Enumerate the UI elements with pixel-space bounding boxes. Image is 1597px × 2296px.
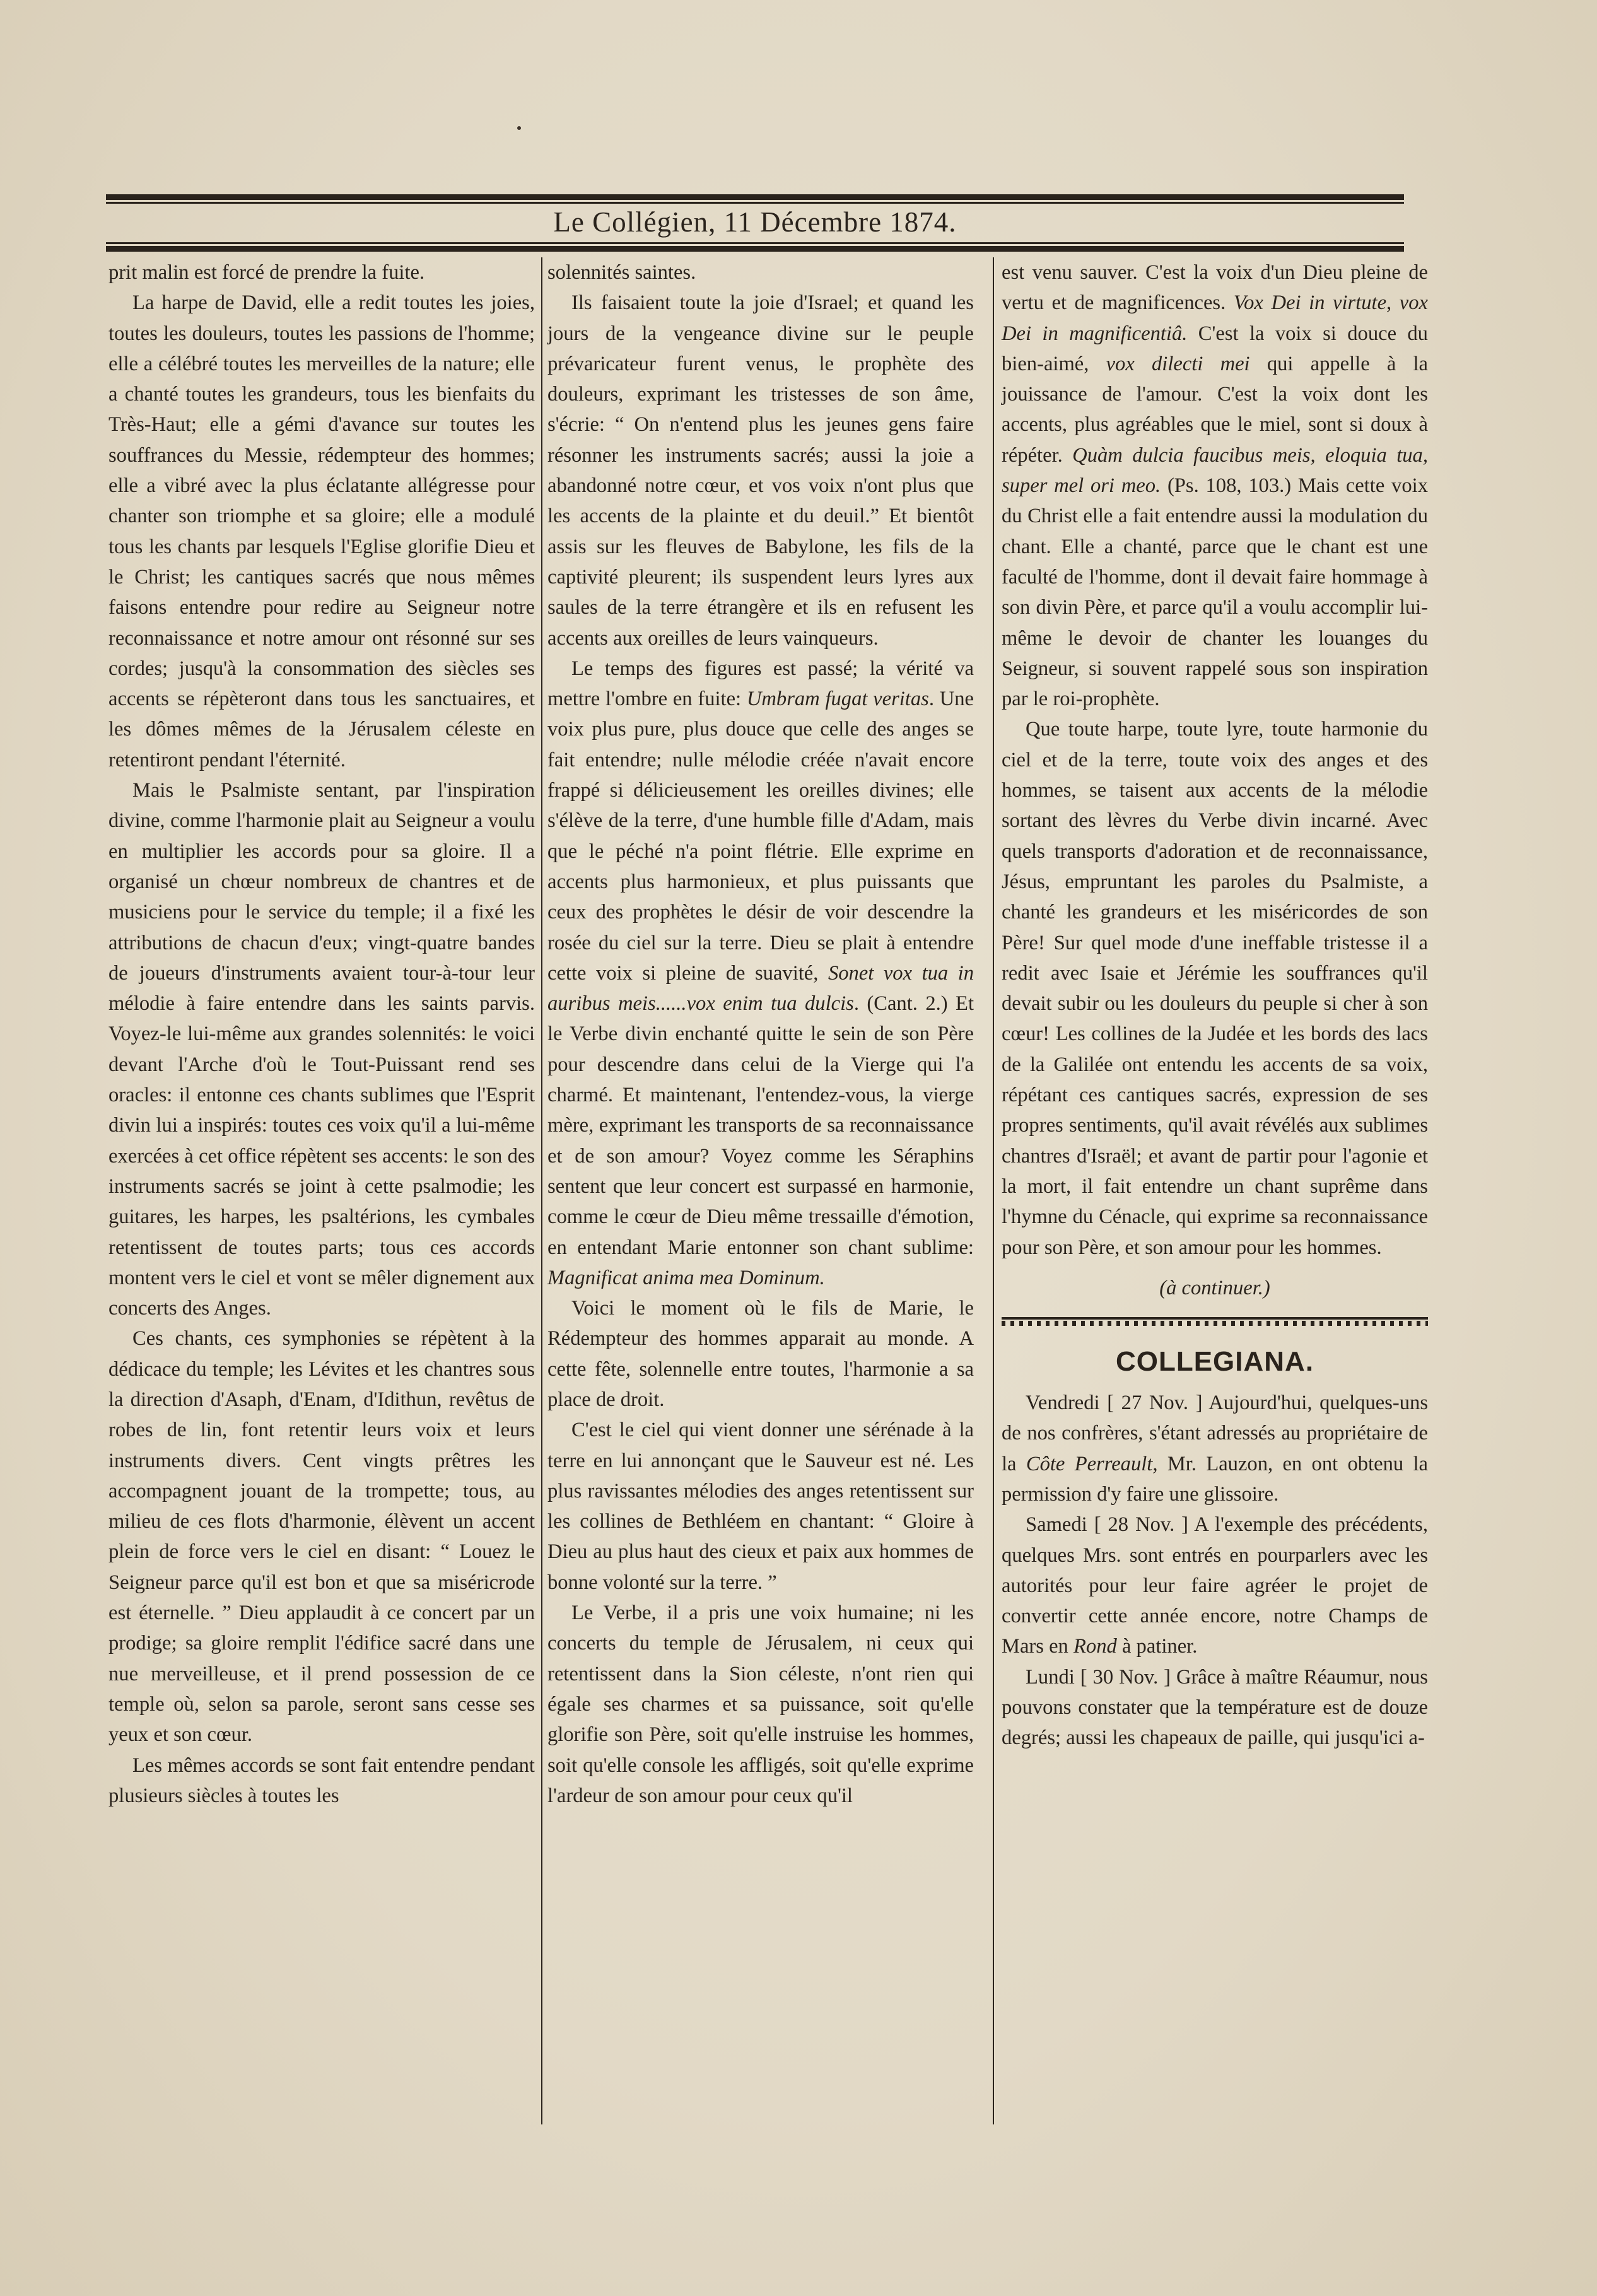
paragraph: Que toute harpe, toute lyre, toute harmonie du ciel et de la terre, toute voix des anges et des hommes, se taisent aux accents de la mélodie sortant des lèvres du Verbe divin incarné. Avec quels transports d'adoration et de reconnaissance, Jésus, empruntant les paroles du Psalmiste, a chanté les grandeurs et les miséricordes de son Père! Sur quel mode d'une ineffable tristesse il a redit avec Isaie et Jérémie les souffrances qu'il devait subir ou les douleurs du peuple si cher à son cœur! Les collines de la Judée et les bords des lacs de la Galilée ont entendu les accents de sa voix, répétant ces cantiques sacrés, expression de ses propres sentiments, qu'il avait révélés aux sublimes chantres d'Israël; et avant de partir pour l'agonie et la mort, il fait entendre un chant suprême dans l'hymne du Cénacle, qui exprime sa reconnaissance pour son Père, et son amour pour les hommes. [1002, 718, 1428, 1259]
article-column-1 [108, 257, 535, 1811]
ink-speck [517, 126, 521, 130]
paragraph: Voici le moment où le fils de Marie, le Rédempteur des hommes apparait au monde. A cette fête, solennelle entre toutes, l'harmonie a sa place de droit. [547, 1297, 974, 1411]
latin-quote: Vox Dei in virtute, vox Dei in magnificentiâ. [1002, 291, 1428, 345]
latin-quote: vox dilecti mei [1106, 352, 1250, 375]
paragraph: Les mêmes accords se sont fait entendre pendant plusieurs siècles à toutes les [108, 1754, 535, 1807]
place-name: Rond [1073, 1635, 1117, 1658]
news-item: Vendredi [ 27 Nov. ] Aujourd'hui, quelques-uns de nos confrères, s'étant adressés au propriétaire de la Côte Perreault, Mr. Lauzon, en ont obtenu la permission d'y faire une glissoire. [1002, 1391, 1428, 1506]
ornamental-rule [1002, 1317, 1428, 1331]
column-divider [541, 257, 542, 2124]
paragraph: solennités saintes. [547, 261, 696, 284]
paragraph: prit malin est forcé de prendre la fuite. [108, 261, 425, 284]
news-item: Samedi [ 28 Nov. ] A l'exemple des précédents, quelques Mrs. sont entrés en pourparlers avec les autorités pour leur faire agréer le projet de convertir cette année encore, notre Champs de Mars en Rond à patiner. [1002, 1513, 1428, 1658]
to-be-continued: (à continuer.) [1159, 1276, 1270, 1299]
latin-quote: Sonet vox tua in auribus meis......vox enim tua dulcis [547, 961, 974, 1016]
header-top-rule [106, 194, 1404, 200]
paragraph: Le temps des figures est passé; la vérité va mettre l'ombre en fuite: Umbram fugat veritas. Une voix plus pure, plus douce que celle des anges se fait entendre; nulle mélodie créée n'avait encore frappé si délicieusement les oreilles divines; elle s'élève de la terre, d'une humble fille d'Adam, mais que le péché n'a point flétrie. Elle exprime en accents plus harmonieux, et plus puissants que ceux des prophètes le désir de voir descendre la rosée du ciel sur la terre. Dieu se plait à entendre cette voix si pleine de suavité, Sonet vox tua in auribus meis......vox enim tua dulcis. (Cant. 2.) Et le Verbe divin enchanté quitte le sein de son Père pour descendre dans celui de la Vierge qui l'a charmé. Et maintenant, l'entendez-vous, la vierge mère, exprimant les transports de sa reconnaissance et de son amour? Voyez comme les Séraphins sentent que leur concert est surpassé en harmonie, comme le cœur de Dieu même tressaille d'émotion, en entendant Marie entonner son chant sublime: Magnificat anima mea Dominum. [547, 657, 974, 1289]
paragraph: Le Verbe, il a pris une voix humaine; ni les concerts du temple de Jérusalem, ni ceux qui retentissent dans la Sion céleste, n'ont rien qui égale ses charmes et sa puissance, soit qu'elle glorifie son Père, soit qu'elle instruise les hommes, soit qu'elle console les affligés, soit qu'elle exprime l'ardeur de son amour pour ceux qu'il [547, 1602, 974, 1807]
header-bottom-rule [106, 246, 1404, 252]
latin-quote: Magnificat anima mea Dominum. [547, 1266, 825, 1289]
place-name: Côte Perreault, [1026, 1452, 1158, 1475]
paragraph: Ces chants, ces symphonies se répètent à la dédicace du temple; les Lévites et les chantres sous la direction d'Asaph, d'Enam, d'Idithun, revêtus de robes de lin, font retentir leurs voix et leurs instruments divers. Cent vingts prêtres les accompagnent jouant de la trompette; tous, au milieu de ces flots d'harmonie, élèvent un accent plein de force vers le ciel en disant: “ Louez le Seigneur parce qu'il est bon et que sa miséricrode est éternelle. ” Dieu applaudit à ce concert par un prodige; sa gloire remplit l'édifice sacré dans une nue merveilleuse, et il prend possession de ce temple où, selon sa parole, seront sans cesse ses yeux et son cœur. [108, 1327, 535, 1747]
paragraph: est venu sauver. C'est la voix d'un Dieu pleine de vertu et de magnificences. Vox Dei in virtute, vox Dei in magnificentiâ. C'est la voix si douce du bien-aimé, vox dilecti mei qui appelle à la jouissance de l'amour. C'est la voix dont les accents, plus agréables que le miel, sont si doux à répéter. Quàm dulcia faucibus meis, eloquia tua, super mel ori meo. (Ps. 108, 103.) Mais cette voix du Christ elle a fait entendre aussi la modulation du chant. Elle a chanté, parce que le chant est une faculté de l'homme, dont il devait faire hommage à son divin Père, et parce qu'il a voulu accomplir lui-même le devoir de chanter les louanges du Seigneur, si souvent rappelé sous son inspiration par le roi-prophète. [1002, 261, 1429, 711]
paragraph: Ils faisaient toute la joie d'Israel; et quand les jours de la vengeance divine sur le peuple prévaricateur furent venus, le prophète des douleurs, exprimant les tristesses de son âme, s'écrie: “ On n'entend plus les jeunes gens faire résonner les instruments sacrés; aussi la joie a abandonné notre cœur, et vos voix n'ont plus que les accents de la plainte et du deuil.” Et bientôt assis sur les fleuves de Babylone, les fils de la captivité pleurent; ils suspendent leurs lyres aux saules de la terre étrangère et ils en refusent les accents aux oreilles de leurs vainqueurs. [547, 291, 974, 650]
header-bottom-rule-thin [106, 242, 1404, 244]
section-title: COLLEGIANA. [1115, 1346, 1314, 1378]
paragraph: La harpe de David, elle a redit toutes les joies, toutes les douleurs, toutes les passions de l'homme; elle a célébré toutes les merveilles de la nature; elle a chanté toutes les grandeurs, tous les bienfaits du Très-Haut; elle a gémi d'avance sur toutes les souffrances du Messie, rédempteur des hommes; elle a vibré avec la plus éclatante allégresse pour chanter son triomphe et sa gloire; elle a modulé tous les chants par lesquels l'Eglise glorifie Dieu et le Christ; les cantiques sacrés que nous mêmes faisons entendre pour redire au Seigneur notre reconnaissance et notre amour ont résonné sur ses cordes; jusqu'à la consommation des siècles ses accents se répèteront dans tous les sanctuaires, et les dômes mêmes de la Jérusalem céleste en retentiront pendant l'éternité. [108, 291, 535, 771]
paragraph: C'est le ciel qui vient donner une sérénade à la terre en lui annonçant que le Sauveur est né. Les plus ravissantes mélodies des anges retentissent sur les collines de Bethléem en chantant: “ Gloire à Dieu au plus haut des cieux et paix aux hommes de bonne volonté sur la terre. ” [547, 1419, 974, 1594]
column-divider [993, 257, 994, 2124]
article-column-2 [547, 257, 974, 1811]
latin-quote: Quàm dulcia faucibus meis, eloquia tua, super mel ori meo. [1002, 443, 1428, 498]
news-item: Lundi [ 30 Nov. ] Grâce à maître Réaumur, nous pouvons constater que la température est de douze degrés; aussi les chapeaux de paille, qui jusqu'ici a- [1002, 1665, 1428, 1750]
paragraph: Mais le Psalmiste sentant, par l'inspiration divine, comme l'harmonie plait au Seigneur a voulu en multiplier les accords pour sa gloire. Il a organisé un chœur nombreux de chantres et de musiciens pour le service du temple; il a fixé les attributions de chacun d'eux; vingt-quatre bandes de joueurs d'instruments avaient tour-à-tour leur mélodie à faire entendre dans les saints parvis. Voyez-le lui-même aux grandes solennités: le voici devant l'Arche d'où le Tout-Puissant rend ses oracles: il entonne ces chants sublimes que l'Esprit divin lui a inspirés: toutes ces voix qu'il a lui-même exercées à cet office répètent ses accents: le son des instruments sacrés se joint à cette psalmodie; les guitares, les harpes, les psaltérions, les cymbales retentissent de toutes parts; tous ces accords montent vers le ciel et vont se mêler dignement aux concerts des Anges. [108, 779, 535, 1320]
page-header: Le Collégien, 11 Décembre 1874. [553, 206, 957, 238]
latin-quote: Umbram fugat veritas [746, 688, 929, 711]
article-column-3 [1002, 257, 1428, 1754]
